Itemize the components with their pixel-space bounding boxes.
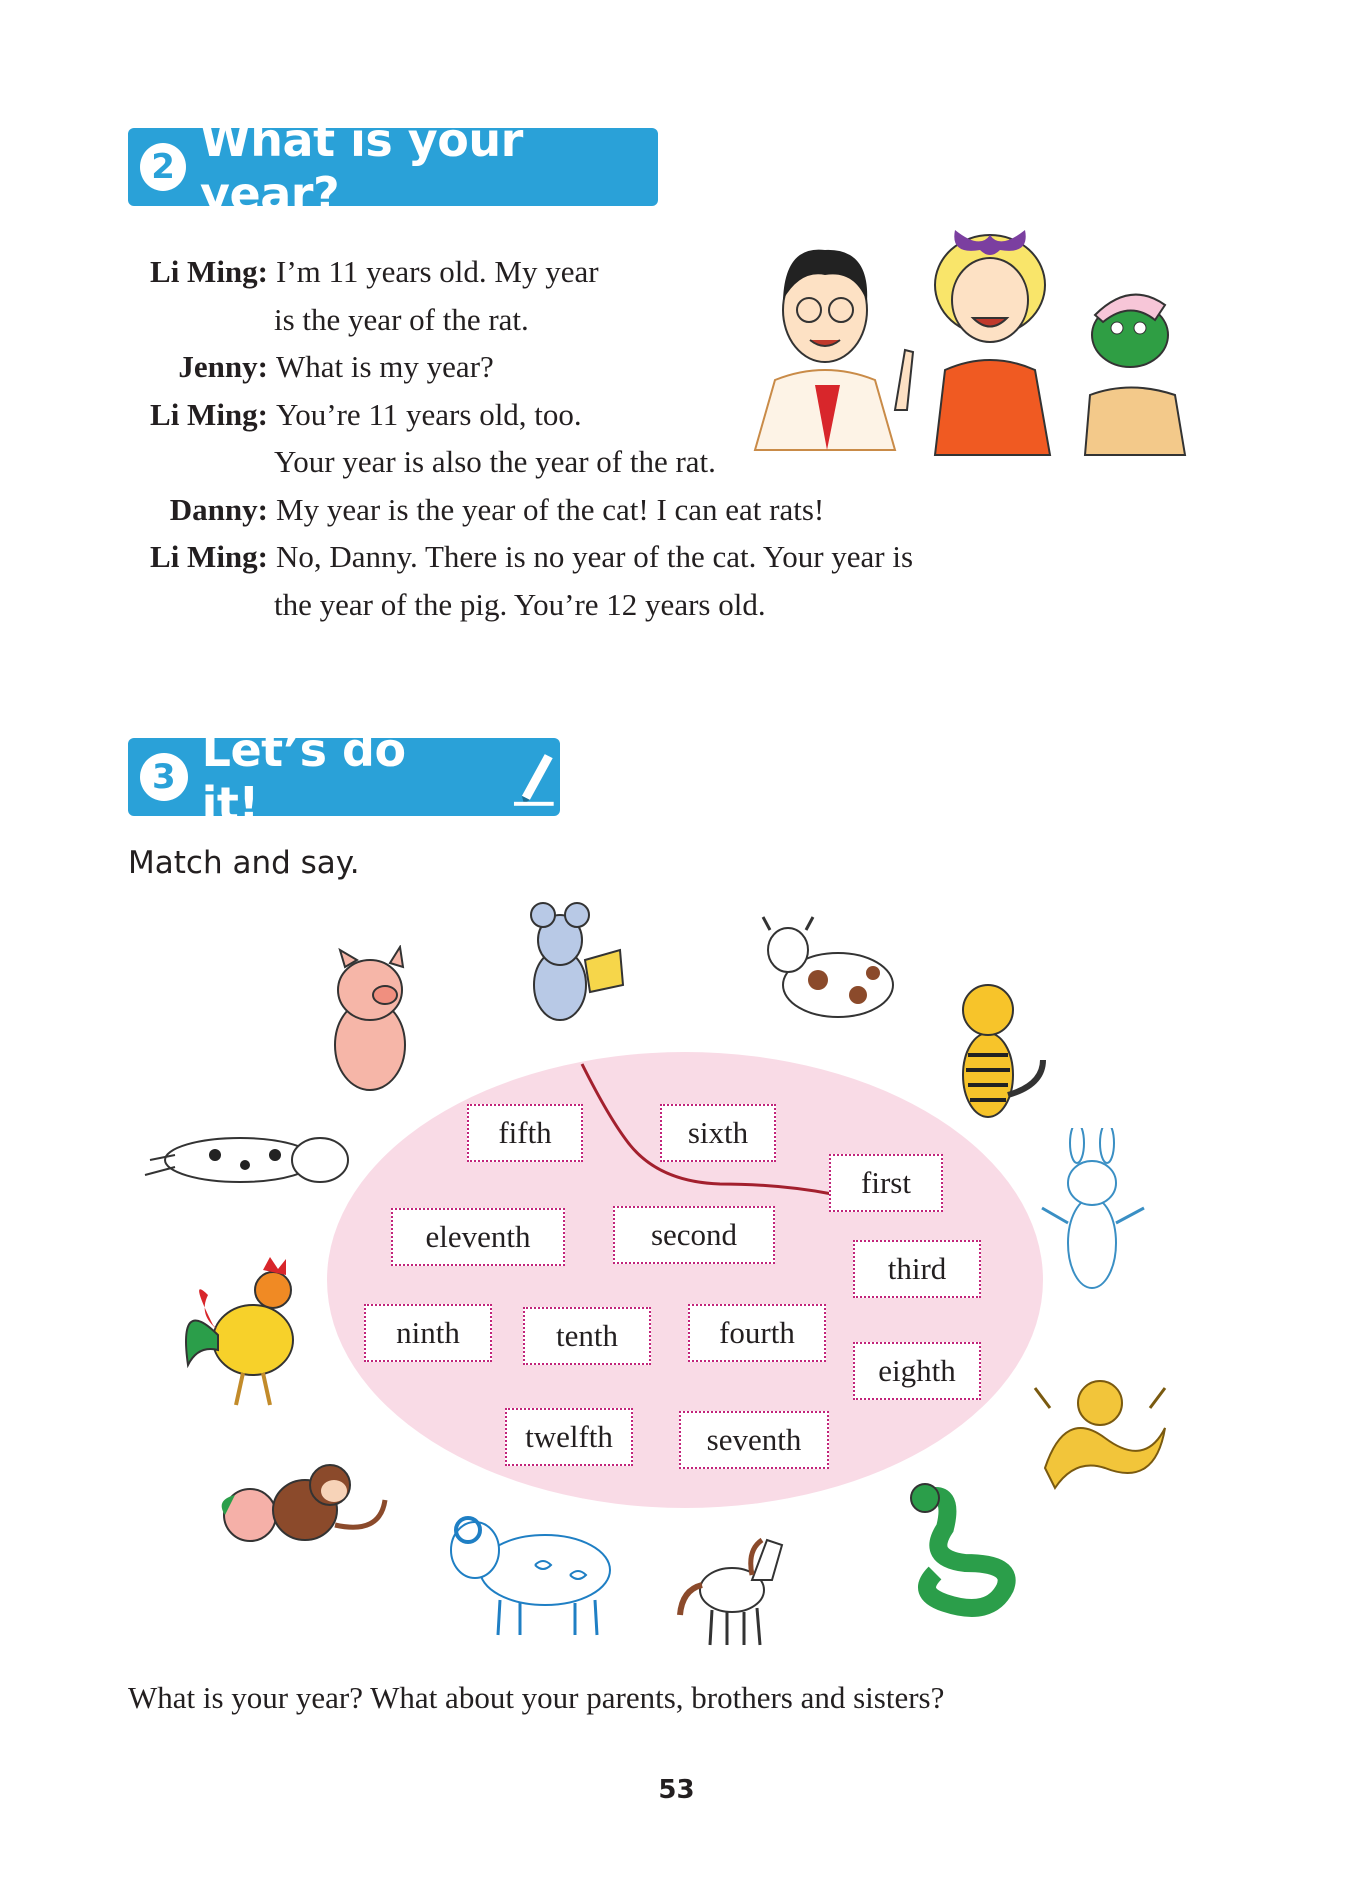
speaker-name: Jenny: [178,349,268,384]
ordinal-word: ninth [364,1304,492,1362]
section-title: Let’s do it! [201,723,406,831]
ordinal-word: tenth [523,1307,651,1365]
li-ming-figure [755,250,913,450]
ordinal-word: twelfth [505,1408,633,1466]
speaker-name: Li Ming: [150,539,268,574]
sheep-illustration [440,1505,625,1640]
speech-text: You’re 11 years old, too. [276,397,582,432]
section-3-banner [128,723,560,831]
dog-illustration [135,1105,355,1200]
instruction: Match and say. [128,845,360,881]
follow-up-question: What is your year? What about your parents, brothers and sisters? [128,1680,945,1715]
ordinal-word: eighth [853,1342,981,1400]
ordinal-word: first [829,1154,943,1212]
speech-text: No, Danny. There is no year of the cat. Your year is [276,539,914,574]
ordinal-word: second [613,1206,775,1264]
speech-text: My year is the year of the cat! I can eat rats! [276,492,825,527]
dragon-illustration [1025,1368,1175,1500]
ox-illustration [748,915,908,1040]
speech-text: What is my year? [276,349,494,384]
horse-illustration [672,1520,787,1652]
section-number: 2 [140,143,186,191]
speech-text: I’m 11 years old. My year [276,254,599,289]
section-number: 3 [140,753,188,801]
danny-figure [1085,295,1185,455]
rabbit-illustration [1032,1128,1152,1303]
ordinal-word: third [853,1240,981,1298]
speech-text: is the year of the rat. [274,302,529,337]
ordinal-word: sixth [660,1104,776,1162]
jenny-figure [935,230,1050,455]
snake-illustration [895,1478,1035,1623]
monkey-illustration [210,1455,395,1560]
speaker-name: Li Ming: [150,254,268,289]
section-title: What is your year? [200,113,523,221]
rooster-illustration [178,1255,313,1410]
ordinal-word: eleventh [391,1208,565,1266]
ordinal-word: fifth [467,1104,583,1162]
rat-illustration [515,900,630,1040]
ordinal-word: seventh [679,1411,829,1469]
section-2-banner [128,113,658,221]
speaker-name: Danny: [169,492,268,527]
speaker-name: Li Ming: [150,397,268,432]
page-number: 53 [658,1775,695,1805]
pencil-icon [510,746,560,808]
speech-text: the year of the pig. You’re 12 years old. [274,587,766,622]
speech-text: Your year is also the year of the rat. [274,444,716,479]
tiger-illustration [948,975,1058,1125]
pig-illustration [315,945,425,1105]
characters-illustration [745,210,1200,460]
ordinal-word: fourth [688,1304,826,1362]
